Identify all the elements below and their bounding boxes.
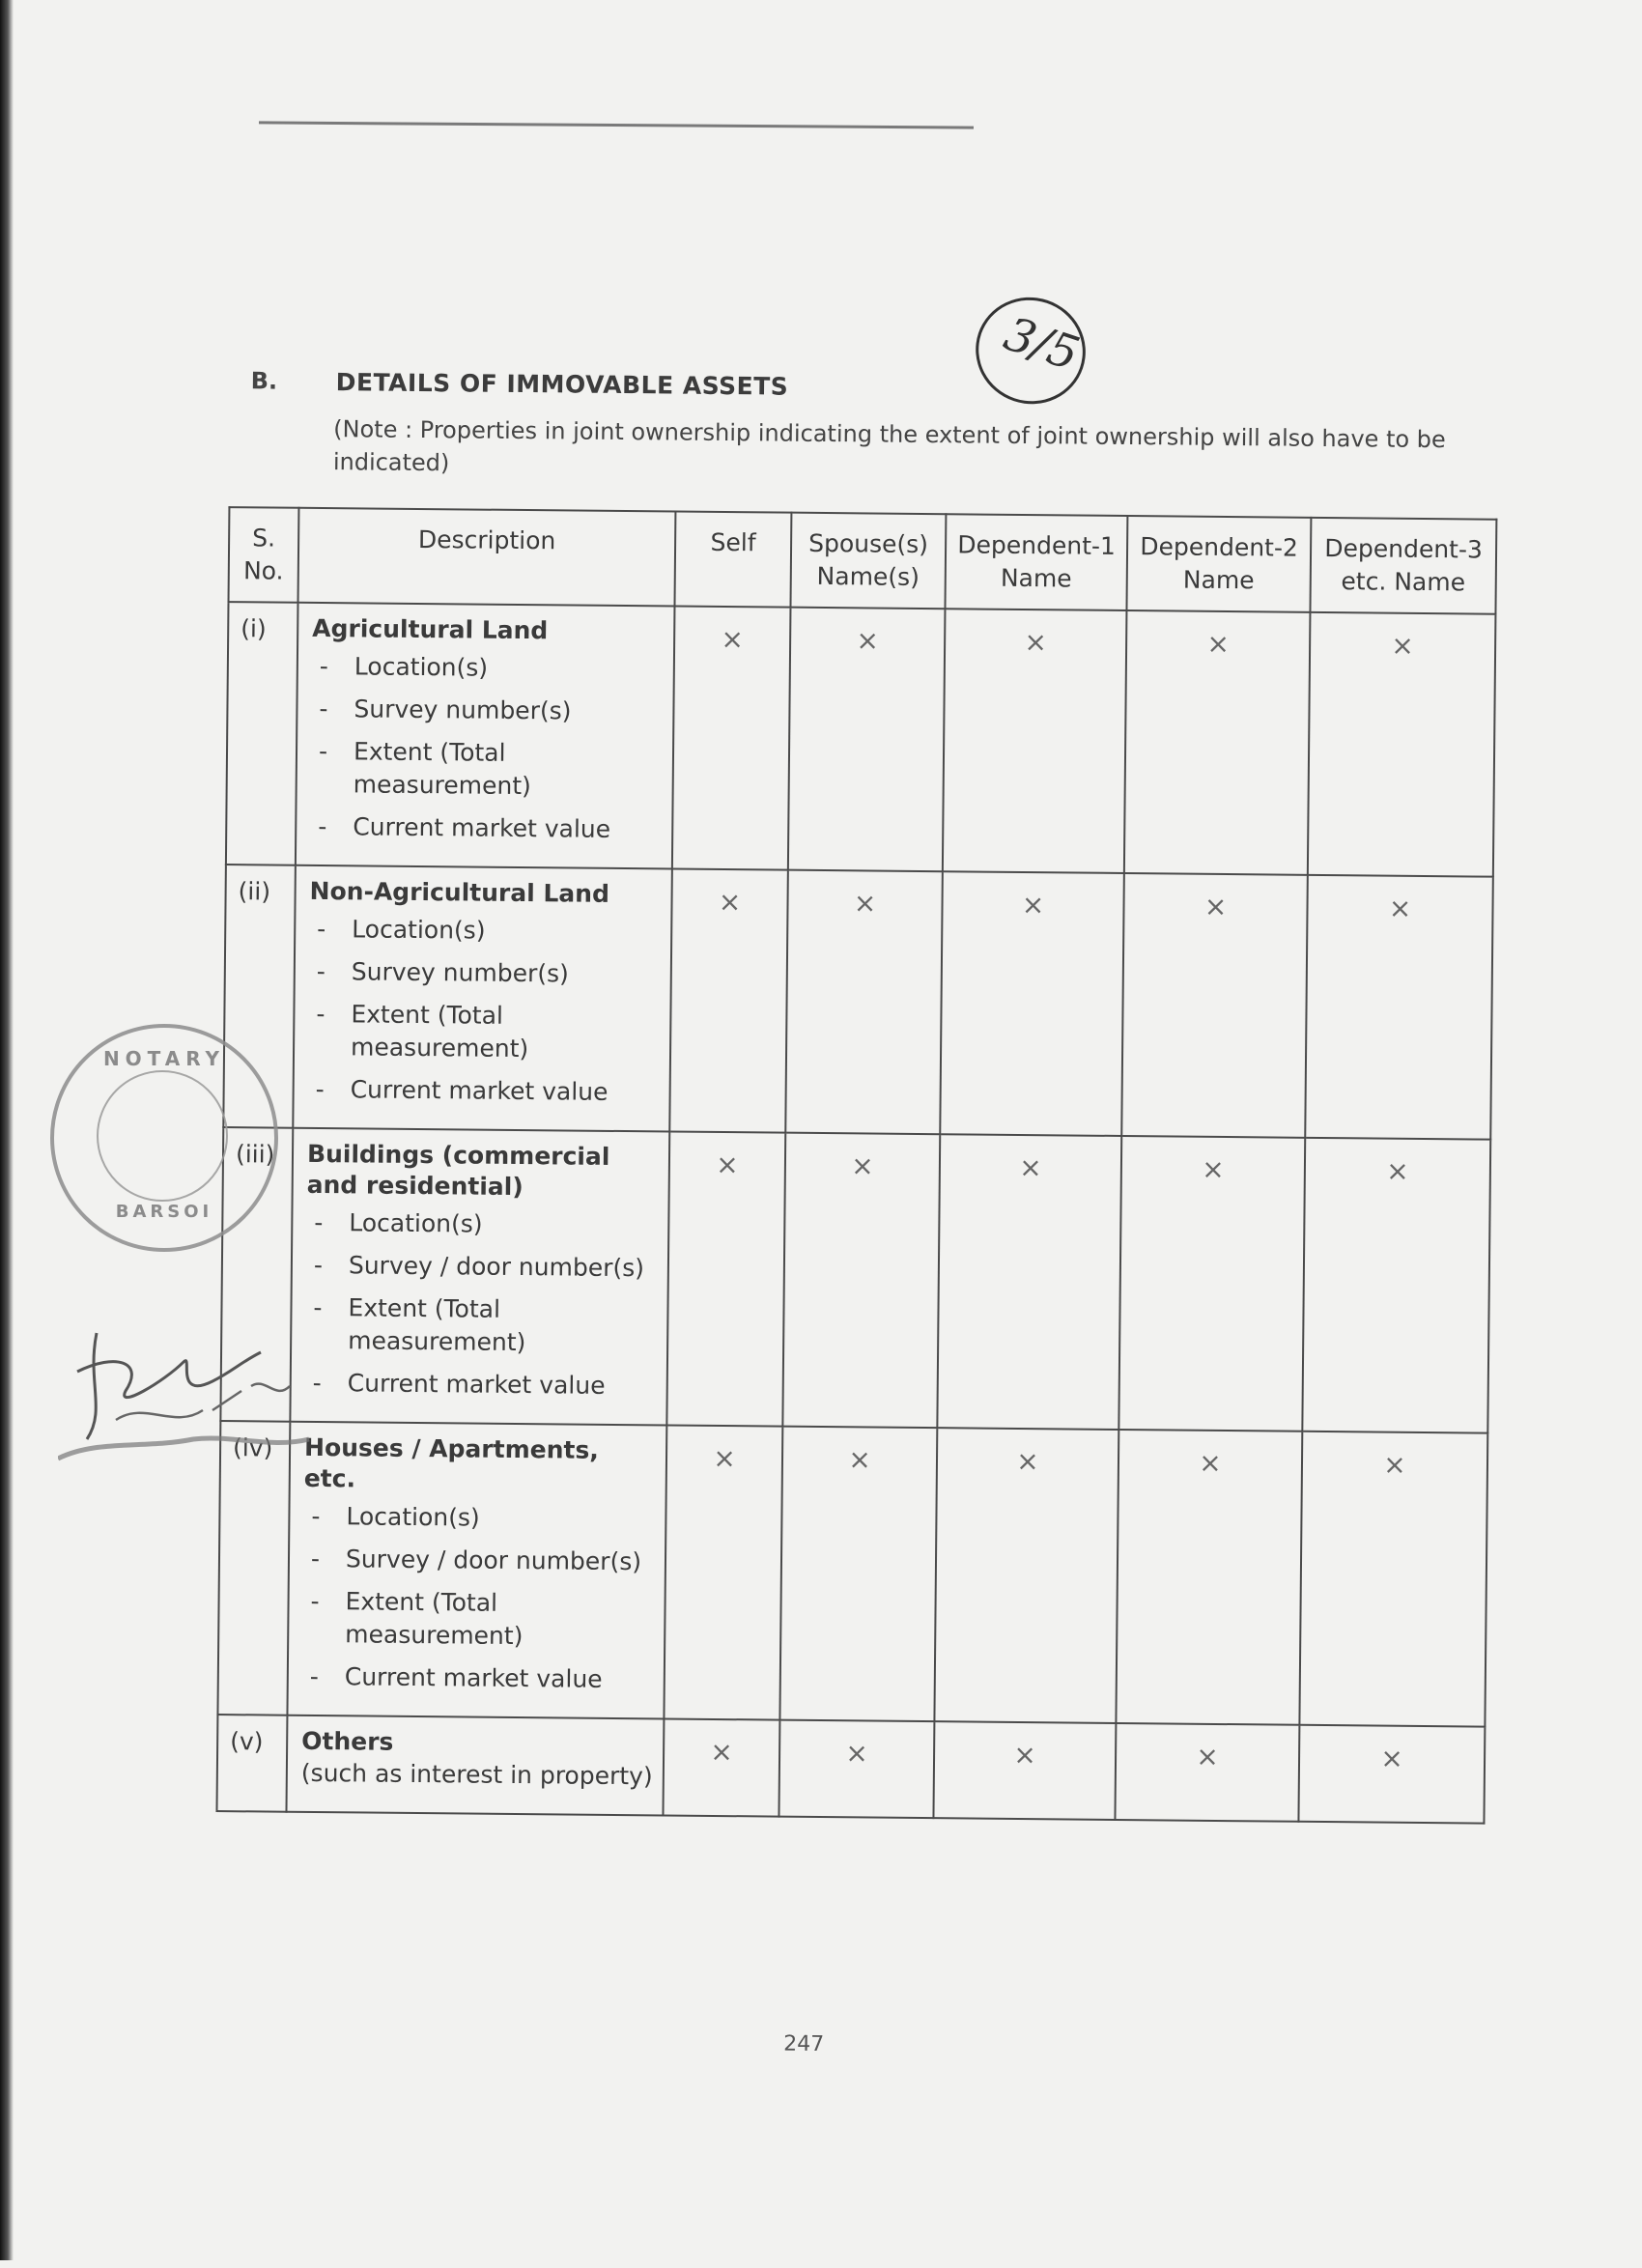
table-row-houses-apartments <box>217 1421 1487 1727</box>
row-description <box>286 1715 664 1816</box>
cross-mark: × <box>1305 875 1493 1140</box>
list-item: - Current market value <box>302 1660 654 1696</box>
cross-mark: × <box>1124 610 1311 875</box>
table-row-buildings <box>220 1127 1490 1433</box>
handwritten-signature <box>58 1294 348 1497</box>
header-spouse: Spouse(s) Name(s) <box>790 513 946 610</box>
list-item: - Location(s) <box>312 650 664 686</box>
page-number: 247 <box>783 2031 825 2057</box>
list-item: - Survey number(s) <box>309 955 661 991</box>
section-note: (Note : Properties in joint ownership indicating the extent of joint ownership will also have to be indicated) <box>332 415 1446 477</box>
list-item: - Extent (Total measurement) <box>302 1585 655 1654</box>
row-title: Others <box>301 1726 394 1756</box>
cross-mark: × <box>663 1718 779 1816</box>
row-title: Non-Agricultural Land <box>309 876 610 908</box>
list-item: - Location(s) <box>306 1206 658 1242</box>
list-item: - Current market value <box>308 1073 660 1109</box>
row-title: Buildings (commercial and residential) <box>306 1139 610 1202</box>
row-item-list <box>302 1500 656 1696</box>
cross-mark: × <box>1115 1723 1299 1822</box>
cross-mark: × <box>669 869 788 1133</box>
cross-mark: × <box>943 609 1127 873</box>
cross-mark: × <box>1298 1725 1485 1824</box>
row-item-list <box>308 913 662 1109</box>
cross-mark: × <box>934 1428 1118 1723</box>
row-item-list <box>310 650 664 846</box>
list-item: - Survey / door number(s) <box>303 1543 655 1578</box>
row-description <box>296 603 675 869</box>
header-description: Description <box>298 508 676 607</box>
header-sno: S. No. <box>229 507 299 603</box>
list-item: - Extent (Total measurement) <box>308 998 661 1066</box>
handwritten-page-mark <box>962 283 1100 419</box>
row-sno: (v) <box>216 1715 287 1812</box>
row-sno: (ii) <box>223 865 296 1128</box>
page-mark-text: 3/5 <box>997 306 1086 383</box>
table-row-agricultural-land <box>226 602 1496 877</box>
cross-mark: × <box>1308 612 1496 877</box>
cross-mark: × <box>1302 1138 1490 1433</box>
row-sno: (iv) <box>217 1421 290 1715</box>
list-item: - Survey number(s) <box>311 693 663 728</box>
cross-mark: × <box>779 1720 934 1819</box>
row-title: Agricultural Land <box>312 613 549 645</box>
row-subtitle: (such as interest in property) <box>300 1758 653 1791</box>
section-title: DETAILS OF IMMOVABLE ASSETS <box>335 368 789 401</box>
row-title: Houses / Apartments, etc. <box>303 1432 599 1493</box>
cross-mark: × <box>937 1134 1121 1430</box>
cross-mark: × <box>785 870 943 1135</box>
header-dependent-1: Dependent-1 Name <box>945 514 1127 610</box>
stamp-top-text: NOTARY <box>102 1047 226 1070</box>
row-description <box>293 865 672 1132</box>
cross-mark: × <box>1121 873 1308 1138</box>
cross-mark: × <box>664 1425 782 1719</box>
cross-mark: × <box>788 608 946 872</box>
cross-mark: × <box>1299 1432 1487 1727</box>
list-item: - Current market value <box>305 1367 657 1403</box>
list-item: - Location(s) <box>309 913 661 949</box>
cross-mark: × <box>779 1427 937 1722</box>
section-letter: B. <box>250 367 278 395</box>
cross-mark: × <box>1118 1136 1305 1432</box>
row-sno: (i) <box>226 602 298 865</box>
notary-stamp <box>50 1024 278 1252</box>
cross-mark: × <box>940 871 1124 1136</box>
cross-mark: × <box>782 1133 940 1429</box>
cross-mark: × <box>666 1131 785 1426</box>
list-item: - Survey / door number(s) <box>306 1249 658 1285</box>
row-sno: (iii) <box>220 1127 293 1422</box>
list-item: - Current market value <box>310 810 662 846</box>
list-item: - Location(s) <box>303 1500 655 1536</box>
header-dependent-3: Dependent-3 etc. Name <box>1310 518 1496 614</box>
header-self: Self <box>674 512 791 608</box>
header-dependent-2: Dependent-2 Name <box>1126 516 1311 612</box>
cross-mark: × <box>672 607 791 870</box>
list-item: - Extent (Total measurement) <box>305 1291 658 1360</box>
cross-mark: × <box>1116 1430 1302 1725</box>
table-row-others <box>216 1715 1485 1824</box>
table-row-non-agricultural-land <box>223 865 1493 1140</box>
stamp-inner-ring <box>97 1070 228 1202</box>
cross-mark: × <box>933 1721 1116 1820</box>
immovable-assets-table <box>215 506 1497 1825</box>
stamp-bottom-text: BARSOI <box>115 1202 213 1222</box>
list-item: - Extent (Total measurement) <box>311 735 664 804</box>
row-item-list <box>305 1206 659 1403</box>
table-header-row <box>229 507 1497 614</box>
